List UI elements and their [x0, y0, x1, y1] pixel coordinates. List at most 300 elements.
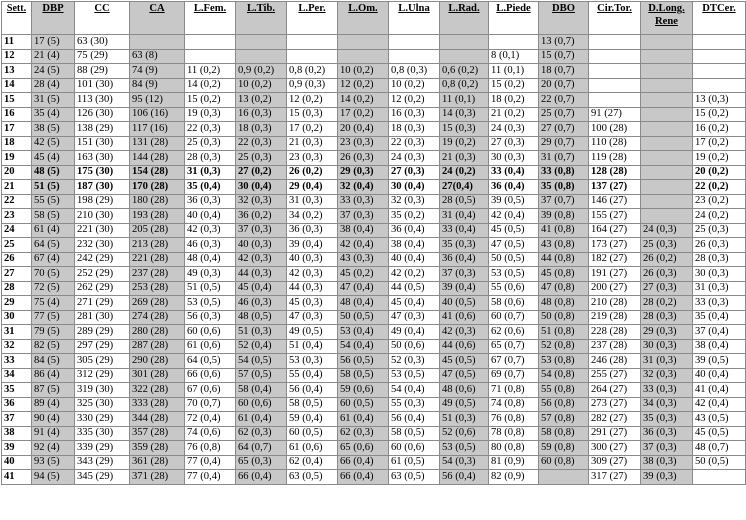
week-cell: 32	[2, 339, 32, 354]
table-cell: 66 (0,4)	[236, 470, 287, 485]
table-cell	[693, 64, 746, 79]
column-header-sett: Sett.	[2, 2, 32, 35]
table-cell: 79 (5)	[32, 325, 75, 340]
table-cell: 15 (0,3)	[440, 122, 489, 137]
table-cell: 291 (27)	[589, 426, 641, 441]
table-cell: 154 (28)	[130, 165, 185, 180]
table-cell: 13 (0,3)	[693, 93, 746, 108]
table-cell: 39 (0,5)	[489, 194, 539, 209]
column-header-l-rad: L.Rad.	[440, 2, 489, 35]
table-cell: 57 (0,5)	[236, 368, 287, 383]
table-cell	[589, 35, 641, 50]
table-cell: 64 (0,7)	[236, 441, 287, 456]
table-cell: 22 (0,3)	[185, 122, 236, 137]
table-cell	[641, 194, 693, 209]
table-cell: 27 (0,3)	[641, 281, 693, 296]
table-cell: 87 (5)	[32, 383, 75, 398]
table-cell: 221 (30)	[75, 223, 130, 238]
table-cell: 44 (0,3)	[236, 267, 287, 282]
table-cell	[693, 35, 746, 50]
table-cell: 49 (0,5)	[287, 325, 338, 340]
table-cell: 281 (30)	[75, 310, 130, 325]
table-row	[2, 180, 746, 195]
table-cell: 48 (0,7)	[693, 441, 746, 456]
week-cell: 37	[2, 412, 32, 427]
table-cell: 30 (0,4)	[389, 180, 440, 195]
column-header-ca: CA	[130, 2, 185, 35]
table-cell: 309 (27)	[589, 455, 641, 470]
week-cell: 14	[2, 78, 32, 93]
table-cell: 17 (5)	[32, 35, 75, 50]
table-cell: 18 (0,3)	[236, 122, 287, 137]
table-cell: 22 (0,3)	[389, 136, 440, 151]
column-header-l-piede: L.Piede	[489, 2, 539, 35]
table-cell: 25 (0,3)	[693, 223, 746, 238]
table-row	[2, 136, 746, 151]
table-cell: 36 (0,2)	[236, 209, 287, 224]
table-cell: 88 (29)	[75, 64, 130, 79]
table-cell: 44 (0,3)	[287, 281, 338, 296]
table-cell: 92 (4)	[32, 441, 75, 456]
table-cell: 53 (0,5)	[389, 368, 440, 383]
column-header-dbo: DBO	[539, 2, 589, 35]
table-cell: 0,6 (0,2)	[440, 64, 489, 79]
table-cell: 50 (0,5)	[489, 252, 539, 267]
table-cell: 59 (0,8)	[539, 441, 589, 456]
table-cell: 37 (0,4)	[693, 325, 746, 340]
table-cell: 27 (0,3)	[389, 165, 440, 180]
table-cell	[287, 49, 338, 64]
table-cell: 81 (0,9)	[489, 455, 539, 470]
table-row	[2, 325, 746, 340]
table-cell: 164 (27)	[589, 223, 641, 238]
table-cell: 48 (5)	[32, 165, 75, 180]
table-cell: 56 (0,5)	[338, 354, 389, 369]
table-cell: 48 (0,6)	[440, 383, 489, 398]
table-cell: 91 (27)	[589, 107, 641, 122]
table-cell: 335 (30)	[75, 426, 130, 441]
table-cell	[440, 49, 489, 64]
table-cell: 319 (30)	[75, 383, 130, 398]
table-cell: 77 (5)	[32, 310, 75, 325]
table-cell: 46 (0,3)	[236, 296, 287, 311]
table-cell: 42 (0,2)	[389, 267, 440, 282]
table-cell: 62 (0,3)	[338, 426, 389, 441]
table-cell: 56 (0,4)	[389, 412, 440, 427]
table-cell: 66 (0,4)	[338, 470, 389, 485]
table-cell: 47 (0,3)	[287, 310, 338, 325]
table-cell: 36 (0,4)	[489, 180, 539, 195]
table-cell: 210 (28)	[589, 296, 641, 311]
table-cell: 43 (0,8)	[539, 238, 589, 253]
table-cell	[440, 35, 489, 50]
table-cell: 333 (28)	[130, 397, 185, 412]
table-cell: 28 (0,3)	[185, 151, 236, 166]
table-cell: 67 (0,6)	[185, 383, 236, 398]
week-cell: 15	[2, 93, 32, 108]
week-cell: 40	[2, 455, 32, 470]
table-cell: 41 (0,4)	[693, 383, 746, 398]
table-cell: 14 (0,3)	[440, 107, 489, 122]
table-cell: 119 (28)	[589, 151, 641, 166]
table-cell: 52 (0,6)	[440, 426, 489, 441]
table-cell: 60 (0,8)	[539, 455, 589, 470]
table-cell: 24 (5)	[32, 64, 75, 79]
week-cell: 13	[2, 64, 32, 79]
table-cell	[185, 35, 236, 50]
table-cell: 37 (0,3)	[641, 441, 693, 456]
table-cell: 37 (0,7)	[539, 194, 589, 209]
table-cell: 33 (0,4)	[440, 223, 489, 238]
table-cell: 53 (0,5)	[489, 267, 539, 282]
table-cell: 51 (0,3)	[440, 412, 489, 427]
table-cell: 198 (29)	[75, 194, 130, 209]
table-cell: 50 (0,8)	[539, 310, 589, 325]
table-row	[2, 281, 746, 296]
table-cell: 26 (0,2)	[641, 252, 693, 267]
table-cell: 237 (28)	[130, 267, 185, 282]
table-cell: 58 (0,4)	[236, 383, 287, 398]
table-cell: 45 (0,3)	[287, 296, 338, 311]
table-cell: 84 (9)	[130, 78, 185, 93]
table-cell: 264 (27)	[589, 383, 641, 398]
table-cell: 29 (0,7)	[539, 136, 589, 151]
table-cell: 38 (0,4)	[693, 339, 746, 354]
table-cell: 82 (5)	[32, 339, 75, 354]
table-cell: 15 (0,7)	[539, 49, 589, 64]
table-cell: 297 (29)	[75, 339, 130, 354]
week-cell: 29	[2, 296, 32, 311]
table-cell: 19 (0,3)	[185, 107, 236, 122]
table-cell: 74 (9)	[130, 64, 185, 79]
table-cell	[130, 35, 185, 50]
table-cell: 39 (0,4)	[287, 238, 338, 253]
table-cell: 57 (0,8)	[539, 412, 589, 427]
table-row	[2, 339, 746, 354]
table-cell: 60 (0,6)	[185, 325, 236, 340]
table-cell: 28 (0,2)	[641, 296, 693, 311]
table-cell: 30 (0,3)	[693, 267, 746, 282]
table-cell: 53 (0,5)	[440, 441, 489, 456]
table-cell: 77 (0,4)	[185, 455, 236, 470]
table-cell: 45 (0,5)	[489, 223, 539, 238]
table-cell: 45 (0,4)	[389, 296, 440, 311]
table-cell	[641, 209, 693, 224]
table-cell: 18 (0,2)	[489, 93, 539, 108]
table-cell: 242 (29)	[75, 252, 130, 267]
table-cell: 54 (0,4)	[338, 339, 389, 354]
table-cell: 65 (0,6)	[338, 441, 389, 456]
table-cell: 16 (0,2)	[693, 122, 746, 137]
week-cell: 38	[2, 426, 32, 441]
table-cell: 43 (0,3)	[338, 252, 389, 267]
table-cell: 138 (29)	[75, 122, 130, 137]
table-cell: 56 (0,8)	[539, 397, 589, 412]
table-cell: 77 (0,4)	[185, 470, 236, 485]
table-cell: 170 (28)	[130, 180, 185, 195]
table-cell: 21 (0,2)	[489, 107, 539, 122]
table-cell: 54 (0,8)	[539, 368, 589, 383]
table-row	[2, 49, 746, 64]
table-cell: 45 (0,4)	[236, 281, 287, 296]
table-cell: 28 (0,5)	[440, 194, 489, 209]
table-cell: 26 (0,3)	[641, 267, 693, 282]
table-cell: 20 (0,2)	[693, 165, 746, 180]
table-cell: 35 (4)	[32, 107, 75, 122]
table-cell: 246 (28)	[589, 354, 641, 369]
table-cell: 45 (0,8)	[539, 267, 589, 282]
table-cell: 24 (0,3)	[489, 122, 539, 137]
table-cell: 47 (0,4)	[338, 281, 389, 296]
table-cell: 16 (0,3)	[236, 107, 287, 122]
table-cell: 60 (0,6)	[389, 441, 440, 456]
table-cell: 290 (28)	[130, 354, 185, 369]
column-header-dtcer: DTCer.	[693, 2, 746, 35]
table-cell: 22 (0,7)	[539, 93, 589, 108]
table-cell	[693, 49, 746, 64]
table-cell: 59 (0,4)	[287, 412, 338, 427]
table-cell: 67 (4)	[32, 252, 75, 267]
table-cell: 31 (0,7)	[539, 151, 589, 166]
table-cell: 359 (28)	[130, 441, 185, 456]
table-cell: 271 (29)	[75, 296, 130, 311]
week-cell: 34	[2, 368, 32, 383]
table-cell: 200 (27)	[589, 281, 641, 296]
table-cell: 51 (5)	[32, 180, 75, 195]
table-cell: 31 (0,3)	[287, 194, 338, 209]
table-cell: 56 (0,3)	[185, 310, 236, 325]
table-cell	[641, 165, 693, 180]
table-cell: 361 (28)	[130, 455, 185, 470]
table-cell: 50 (0,6)	[389, 339, 440, 354]
table-cell: 61 (0,5)	[389, 455, 440, 470]
table-cell: 21 (4)	[32, 49, 75, 64]
table-cell: 11 (0,2)	[185, 64, 236, 79]
table-cell: 0,8 (0,3)	[389, 64, 440, 79]
table-cell: 12 (0,2)	[287, 93, 338, 108]
week-cell: 16	[2, 107, 32, 122]
table-cell: 228 (28)	[589, 325, 641, 340]
table-cell: 117 (16)	[130, 122, 185, 137]
table-cell: 219 (28)	[589, 310, 641, 325]
table-cell: 42 (0,4)	[693, 397, 746, 412]
table-cell: 70 (5)	[32, 267, 75, 282]
table-cell: 42 (0,3)	[236, 252, 287, 267]
table-cell: 27 (0,3)	[489, 136, 539, 151]
table-row	[2, 296, 746, 311]
table-cell	[693, 78, 746, 93]
table-cell: 22 (0,2)	[693, 180, 746, 195]
table-cell: 76 (0,8)	[489, 412, 539, 427]
table-cell: 106 (16)	[130, 107, 185, 122]
table-cell: 50 (0,5)	[693, 455, 746, 470]
table-cell: 91 (4)	[32, 426, 75, 441]
table-cell: 343 (29)	[75, 455, 130, 470]
table-cell: 237 (28)	[589, 339, 641, 354]
table-cell: 94 (5)	[32, 470, 75, 485]
table-cell: 312 (29)	[75, 368, 130, 383]
table-cell: 44 (0,5)	[389, 281, 440, 296]
table-cell: 28 (0,3)	[693, 252, 746, 267]
table-cell: 82 (0,9)	[489, 470, 539, 485]
table-cell: 232 (30)	[75, 238, 130, 253]
table-row	[2, 368, 746, 383]
table-cell: 35 (0,2)	[389, 209, 440, 224]
table-cell: 44 (0,8)	[539, 252, 589, 267]
table-cell: 128 (28)	[589, 165, 641, 180]
table-cell	[693, 470, 746, 485]
table-cell	[389, 49, 440, 64]
table-cell: 42 (0,4)	[489, 209, 539, 224]
table-cell: 47 (0,5)	[489, 238, 539, 253]
table-row	[2, 354, 746, 369]
table-cell: 17 (0,2)	[693, 136, 746, 151]
table-cell: 36 (0,3)	[641, 426, 693, 441]
table-cell: 31 (0,3)	[693, 281, 746, 296]
table-cell	[641, 136, 693, 151]
table-cell: 180 (28)	[130, 194, 185, 209]
header-row	[2, 2, 746, 35]
table-cell: 137 (27)	[589, 180, 641, 195]
table-cell: 39 (0,3)	[641, 470, 693, 485]
table-cell: 40 (0,3)	[236, 238, 287, 253]
table-cell: 27 (0,2)	[236, 165, 287, 180]
table-cell: 273 (27)	[589, 397, 641, 412]
table-cell: 113 (30)	[75, 93, 130, 108]
table-cell: 58 (0,6)	[489, 296, 539, 311]
column-header-l-per: L.Per.	[287, 2, 338, 35]
table-cell: 36 (0,4)	[389, 223, 440, 238]
table-cell: 76 (0,8)	[185, 441, 236, 456]
table-cell: 67 (0,7)	[489, 354, 539, 369]
week-cell: 17	[2, 122, 32, 137]
table-cell: 52 (0,8)	[539, 339, 589, 354]
column-header-l-tib: L.Tib.	[236, 2, 287, 35]
week-cell: 26	[2, 252, 32, 267]
table-cell: 64 (0,5)	[185, 354, 236, 369]
table-row	[2, 383, 746, 398]
table-cell: 300 (27)	[589, 441, 641, 456]
table-cell: 47 (0,5)	[440, 368, 489, 383]
table-cell: 49 (0,4)	[389, 325, 440, 340]
table-cell: 66 (0,6)	[185, 368, 236, 383]
table-cell: 24 (0,2)	[440, 165, 489, 180]
table-cell	[641, 35, 693, 50]
table-cell: 35 (0,4)	[185, 180, 236, 195]
table-cell: 193 (28)	[130, 209, 185, 224]
table-cell: 345 (29)	[75, 470, 130, 485]
table-cell: 17 (0,2)	[287, 122, 338, 137]
table-cell: 90 (4)	[32, 412, 75, 427]
table-cell: 52 (0,3)	[389, 354, 440, 369]
table-cell: 12 (0,2)	[389, 93, 440, 108]
table-cell: 95 (12)	[130, 93, 185, 108]
table-cell: 75 (4)	[32, 296, 75, 311]
table-cell: 339 (29)	[75, 441, 130, 456]
table-cell: 55 (0,3)	[389, 397, 440, 412]
table-cell: 344 (28)	[130, 412, 185, 427]
table-cell: 10 (0,2)	[389, 78, 440, 93]
table-row	[2, 455, 746, 470]
table-cell: 26 (0,2)	[287, 165, 338, 180]
table-cell: 49 (0,3)	[185, 267, 236, 282]
table-cell: 280 (28)	[130, 325, 185, 340]
table-cell: 53 (0,3)	[287, 354, 338, 369]
table-row	[2, 397, 746, 412]
table-cell: 80 (0,8)	[489, 441, 539, 456]
table-cell: 26 (0,3)	[338, 151, 389, 166]
table-cell: 173 (27)	[589, 238, 641, 253]
table-cell: 65 (0,7)	[489, 339, 539, 354]
table-cell: 151 (30)	[75, 136, 130, 151]
table-cell: 22 (0,3)	[236, 136, 287, 151]
table-cell: 16 (0,3)	[389, 107, 440, 122]
table-cell: 55 (0,8)	[539, 383, 589, 398]
table-cell: 37 (0,3)	[236, 223, 287, 238]
table-cell: 13 (0,2)	[236, 93, 287, 108]
column-header-cir-tor: Cir.Tor.	[589, 2, 641, 35]
table-cell: 53 (0,4)	[338, 325, 389, 340]
table-cell: 35 (0,8)	[539, 180, 589, 195]
table-cell: 29 (0,4)	[287, 180, 338, 195]
table-cell: 58 (0,5)	[338, 368, 389, 383]
table-cell	[236, 49, 287, 64]
table-cell: 61 (0,6)	[287, 441, 338, 456]
table-cell	[641, 151, 693, 166]
table-cell: 14 (0,2)	[185, 78, 236, 93]
week-cell: 41	[2, 470, 32, 485]
table-cell: 41 (0,6)	[440, 310, 489, 325]
table-cell: 255 (27)	[589, 368, 641, 383]
table-cell: 31 (0,4)	[440, 209, 489, 224]
week-cell: 20	[2, 165, 32, 180]
table-cell: 42 (5)	[32, 136, 75, 151]
week-cell: 27	[2, 267, 32, 282]
table-cell: 0,8 (0,2)	[440, 78, 489, 93]
table-cell: 60 (0,5)	[287, 426, 338, 441]
biometry-table	[1, 1, 746, 485]
table-cell: 24 (0,3)	[641, 223, 693, 238]
table-cell	[236, 35, 287, 50]
table-cell: 42 (0,3)	[440, 325, 489, 340]
table-cell: 15 (0,3)	[287, 107, 338, 122]
table-row	[2, 35, 746, 50]
table-cell	[641, 180, 693, 195]
table-cell: 33 (0,3)	[641, 383, 693, 398]
table-cell: 55 (0,6)	[489, 281, 539, 296]
table-cell: 163 (30)	[75, 151, 130, 166]
table-cell: 31 (5)	[32, 93, 75, 108]
table-cell: 61 (0,6)	[185, 339, 236, 354]
table-row	[2, 426, 746, 441]
table-cell: 45 (0,2)	[338, 267, 389, 282]
table-cell: 56 (0,4)	[440, 470, 489, 485]
table-cell: 317 (27)	[589, 470, 641, 485]
table-cell: 191 (27)	[589, 267, 641, 282]
table-cell: 48 (0,8)	[539, 296, 589, 311]
table-cell: 0,9 (0,2)	[236, 64, 287, 79]
table-cell: 11 (0,1)	[489, 64, 539, 79]
table-cell: 11 (0,1)	[440, 93, 489, 108]
table-cell: 36 (0,3)	[185, 194, 236, 209]
week-cell: 24	[2, 223, 32, 238]
table-cell: 25 (0,7)	[539, 107, 589, 122]
table-row	[2, 412, 746, 427]
table-cell: 38 (5)	[32, 122, 75, 137]
table-cell: 26 (0,3)	[693, 238, 746, 253]
table-cell: 182 (27)	[589, 252, 641, 267]
week-cell: 33	[2, 354, 32, 369]
